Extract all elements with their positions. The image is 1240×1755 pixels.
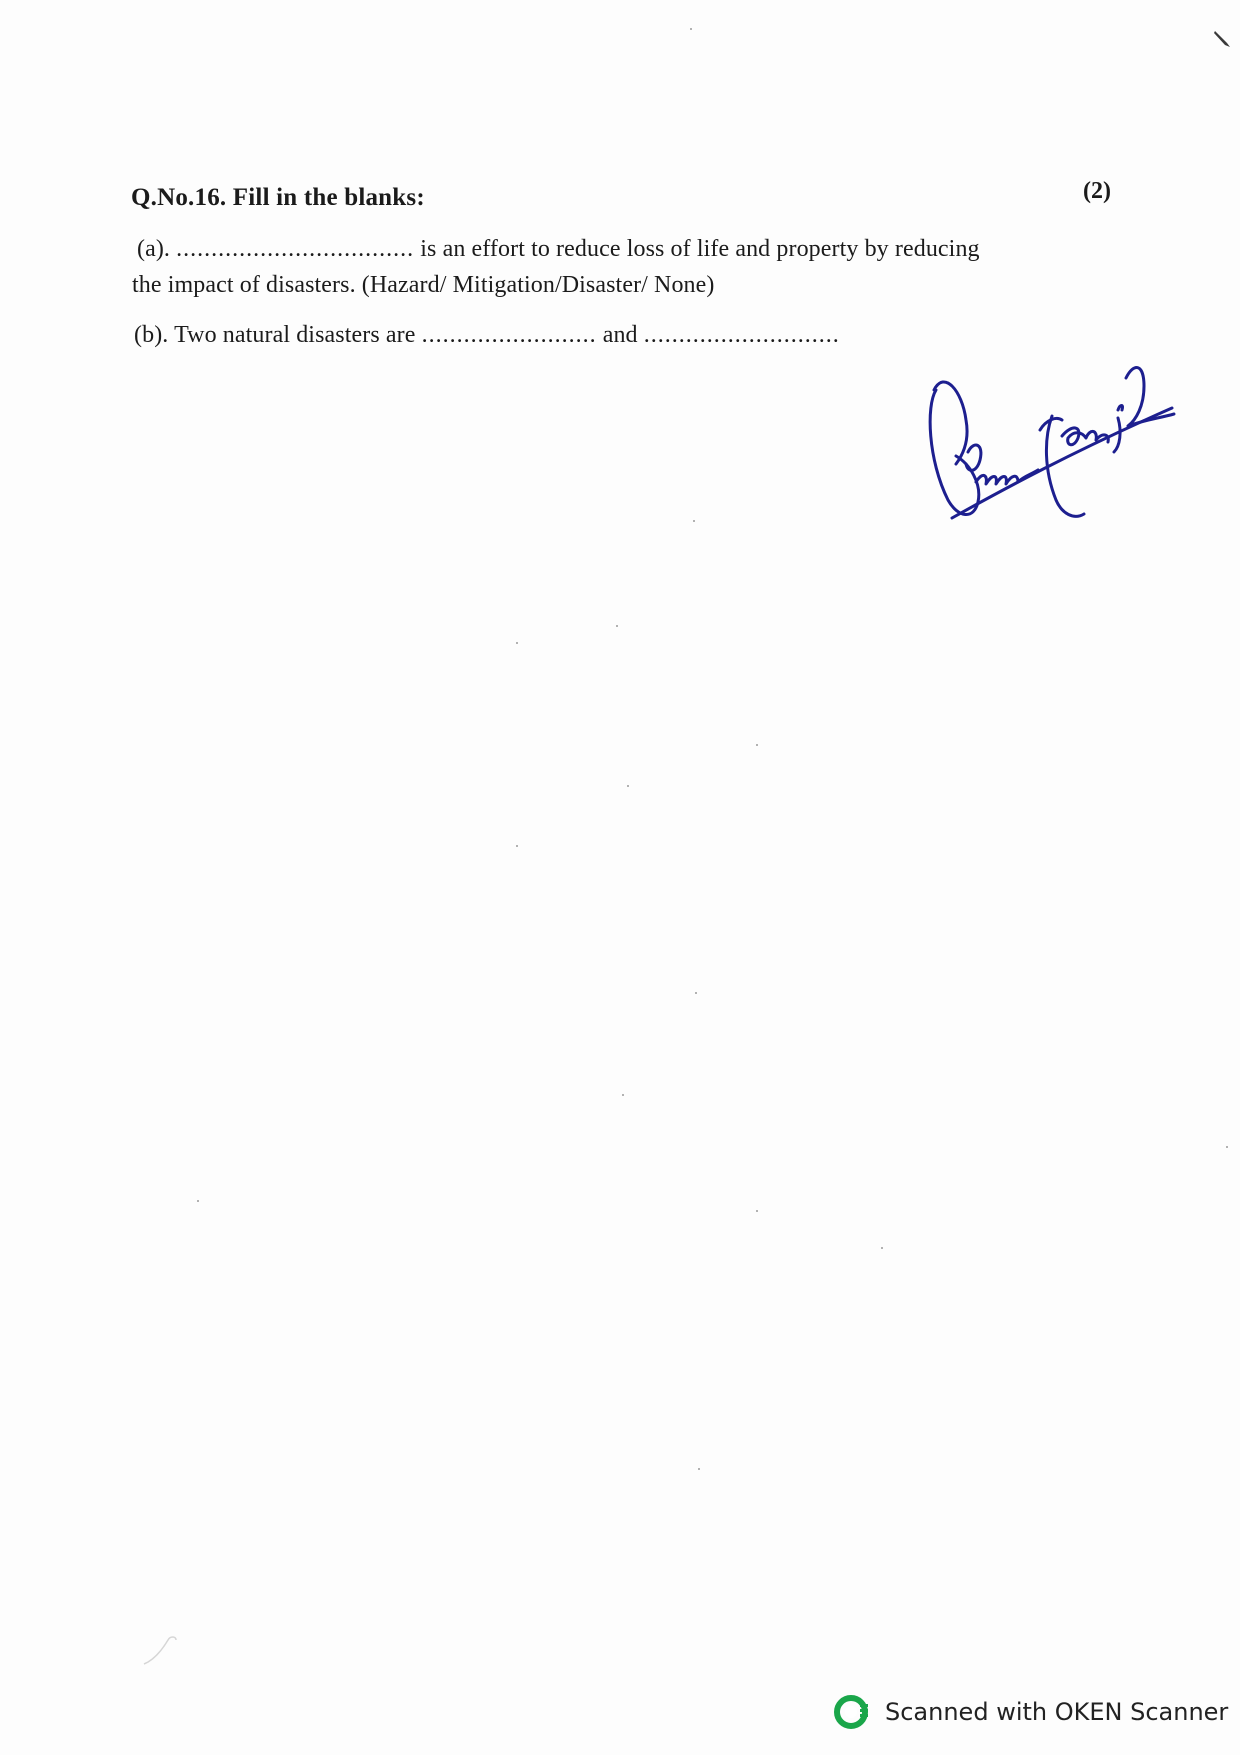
part-b-conjunction: and	[602, 322, 638, 348]
speck	[695, 992, 697, 994]
scanner-stamp-text: Scanned with OKEN Scanner	[885, 1698, 1229, 1726]
speck	[516, 642, 518, 644]
speck	[881, 1247, 883, 1249]
speck	[627, 785, 629, 787]
speck	[516, 845, 518, 847]
part-a-line-1	[137, 236, 980, 263]
speck	[1226, 1146, 1228, 1148]
pen-mark-icon	[1212, 28, 1232, 50]
speck	[690, 28, 692, 30]
part-b-line	[134, 322, 840, 349]
speck	[616, 625, 618, 627]
part-b-label: (b).	[134, 322, 169, 348]
part-a-text-line-1: is an effort to reduce loss of life and property by reducing	[420, 236, 980, 262]
signature-strokes	[930, 368, 1174, 518]
part-b-blank-1: .........................	[421, 322, 597, 348]
part-b-text: Two natural disasters are	[174, 322, 416, 348]
speck	[197, 1200, 199, 1202]
part-a-text-line-2: the impact of disasters. (Hazard/ Mitigation/Disaster/ None)	[132, 272, 715, 298]
part-a-line-2	[132, 272, 715, 299]
oken-scanner-logo-icon	[833, 1692, 873, 1732]
question-title: Q.No.16. Fill in the blanks:	[131, 184, 425, 211]
faint-mark	[140, 1632, 180, 1668]
scanner-stamp	[833, 1692, 1228, 1732]
part-a-blank: ..................................	[176, 236, 415, 262]
question-header	[131, 178, 1111, 220]
speck	[693, 520, 695, 522]
speck	[698, 1468, 700, 1470]
speck	[756, 1210, 758, 1212]
question-marks: (2)	[1083, 178, 1111, 204]
speck	[622, 1094, 624, 1096]
handwritten-signature	[922, 360, 1178, 532]
part-b-blank-2: ............................	[643, 322, 840, 348]
speck	[756, 744, 758, 746]
part-a-label: (a).	[137, 236, 171, 262]
